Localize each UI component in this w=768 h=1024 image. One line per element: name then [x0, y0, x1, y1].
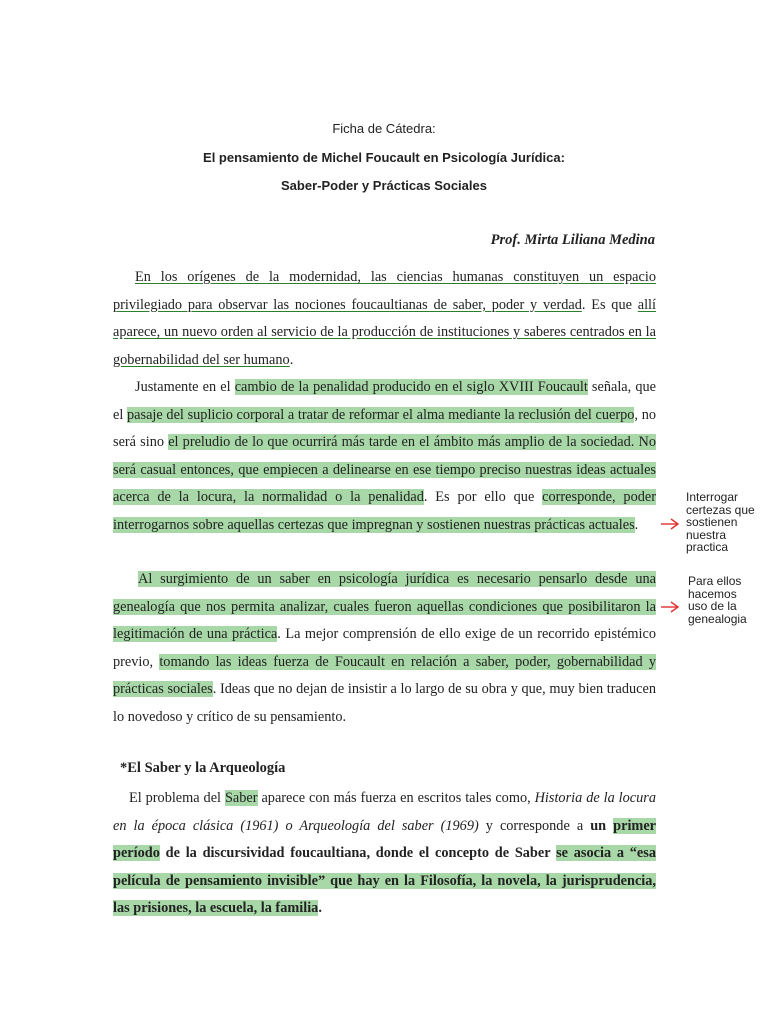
p1-text: . Es que — [581, 296, 638, 313]
p4-italic-d: Historia de la locura en la época clásica (1961) o Arqueología del saber (1969) — [113, 790, 656, 834]
p4-text-e: y corresponde a — [478, 817, 591, 834]
author-name: Prof. Mirta Liliana Medina — [490, 232, 655, 248]
p4-bold-highlight-g: primer período — [113, 817, 657, 861]
p1-underlined: En los orígenes de la modernidad, las ciencias humanas constituyen un espacio privilegiado para observar las nociones foucaultianas de saber, poder y verdad — [113, 269, 656, 313]
doc-subtitle: Saber-Poder y Prácticas Sociales — [281, 178, 487, 193]
p4-text-a: El problema del — [129, 790, 225, 806]
p3-text-d: . Ideas que no dejan de insistir a lo largo de su obra y que, muy bien traducen lo novedoso y crítico de su pensamiento. — [113, 681, 656, 725]
p3-highlight-c: tomando las ideas fuerza de Foucault en relación a saber, poder, gobernabilidad y prácticas sociales — [113, 653, 656, 697]
p2-text-g: . Es por ello que — [423, 489, 543, 505]
p3-highlight-a: Al surgimiento de un saber en psicología jurídica es necesario pensarlo desde una genealogía que nos permita analizar, cuales fueron aquellas condiciones que posibilitaron la legitimación de una práctica — [113, 571, 656, 642]
paragraph-1 — [113, 264, 656, 374]
p4-text-c: aparece con más fuerza en escritos tales como, — [257, 790, 535, 806]
p1-end: . — [289, 351, 294, 368]
p2-highlight-b: cambio de la penalidad producido en el siglo XVIII Foucault — [234, 379, 588, 395]
p2-text-e: , no será sino — [113, 406, 656, 450]
arrow-right-icon — [660, 601, 680, 613]
p2-highlight-d: pasaje del suplicio corporal a tratar de reformar el alma mediante la reclusión del cuerpo — [127, 406, 635, 423]
paragraph-3 — [113, 566, 656, 731]
paragraph-2 — [113, 374, 656, 539]
p2-highlight-h: corresponde, poder interrogarnos sobre aquellas certezas que impregnan y sostienen nuestras prácticas actuales — [113, 489, 656, 533]
p1-underlined-2: allí aparece, un nuevo orden al servicio de la producción de instituciones y saberes centrados en la gobernabilidad del ser humano — [113, 296, 656, 368]
p4-highlight-b: Saber — [224, 790, 258, 806]
section-title: *El Saber y la Arqueología — [120, 760, 286, 776]
p3-text-b: . La mejor comprensión de ello exige de un recorrido epistémico previo, — [113, 626, 656, 670]
p2-text-c: señala, que el — [113, 379, 656, 423]
p4-bold-j: . — [318, 900, 322, 916]
margin-note-1: Interrogar certezas que sostienen nuestra practica — [686, 490, 755, 554]
p2-text-a: Justamente en el — [135, 379, 235, 395]
doc-title: El pensamiento de Michel Foucault en Psicología Jurídica: — [203, 150, 565, 165]
paragraph-4 — [113, 785, 656, 923]
doc-kicker: Ficha de Cátedra: — [332, 121, 436, 136]
margin-note-2: Para ellos hacemos uso de la genealogia — [688, 574, 747, 626]
p2-highlight-f: el preludio de lo que ocurrirá más tarde en el ámbito más amplio de la sociedad. No será casual entonces, que empiecen a delinearse en ese tiempo preciso nuestras ideas actuales acerca de la locura, la normalidad o la penalidad — [113, 434, 657, 505]
p2-text-i: . — [634, 516, 639, 533]
p4-bold-f: un — [590, 817, 614, 834]
p4-bold-highlight-i: se asocia a “esa película de pensamiento invisible” que hay en la Filosofía, la novela, la jurisprudencia, las prisiones, la escuela, la familia — [113, 845, 656, 916]
p4-bold-h: de la discursividad foucaultiana, donde el concepto de Saber — [159, 845, 557, 861]
arrow-right-icon — [660, 518, 680, 530]
